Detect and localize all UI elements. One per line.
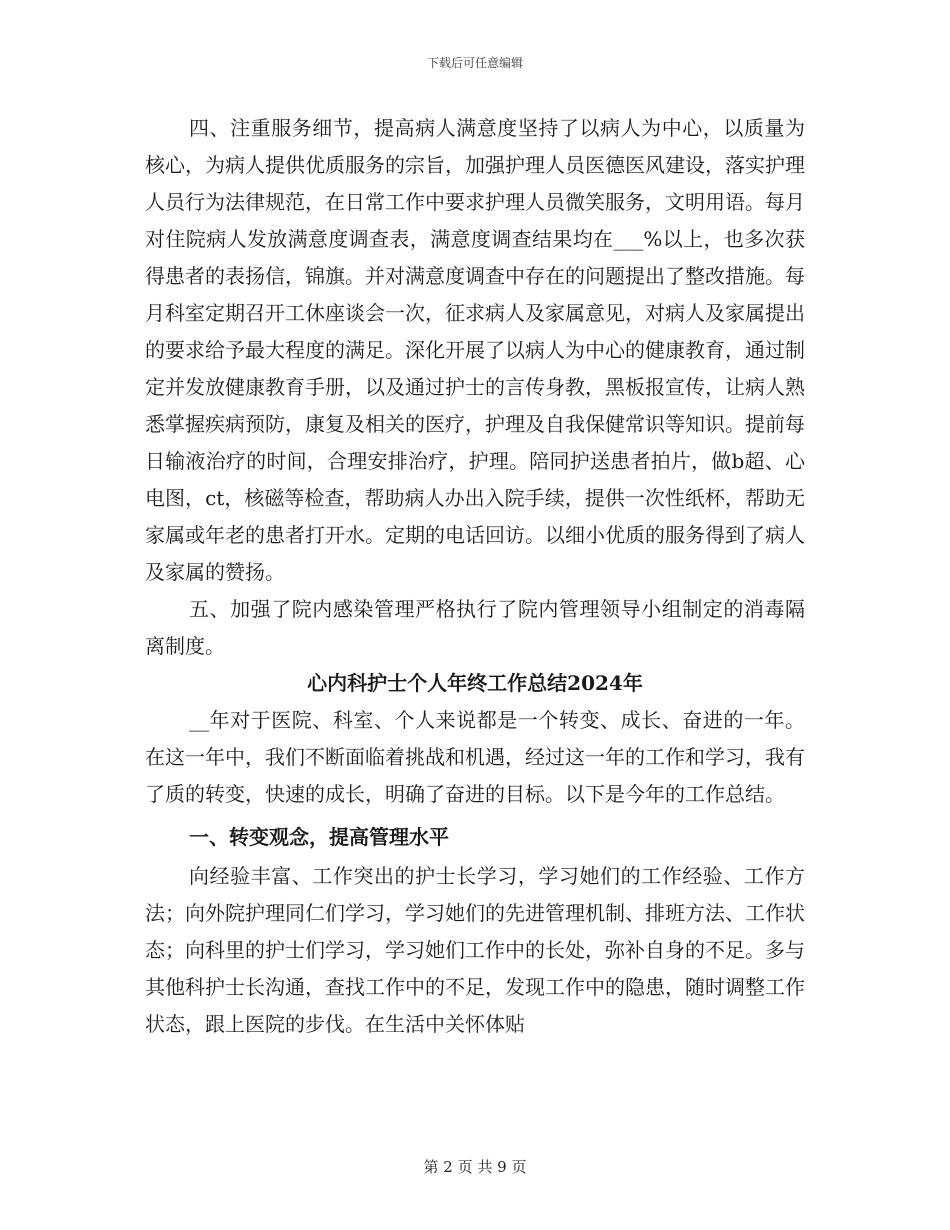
header-note: 下载后可任意编辑 [426, 56, 523, 70]
section-title: 心内科护士个人年终工作总结2024年 [307, 671, 643, 695]
page-footer: 第 2 页 共 9 页 [423, 1158, 527, 1176]
paragraph-year-intro: __年对于医院、科室、个人来说都是一个转变、成长、奋进的一年。在这一年中，我们不断面临着挑战和机遇，经过这一年的工作和学习，我有了质的转变，快速的成长，明确了奋进的目标。以下是今年的工作总结。 [145, 708, 805, 806]
paragraph-service-details: 四、注重服务细节，提高病人满意度坚持了以病人为中心，以质量为核心，为病人提供优质服务的宗旨，加强护理人员医德医风建设，落实护理人员行为法律规范，在日常工作中要求护理人员微笑服务，文明用语。每月对住院病人发放满意度调查表，满意度调查结果均在___%以上，也多次获得患者的表扬信，锦旗。并对满意度调查中存在的问题提出了整改措施。每月科室定期召开工休座谈会一次，征求病人及家属意见，对病人及家属提出的要求给予最大程度的满足。深化开展了以病人为中心的健康教育，通过制定并发放健康教育手册，以及通过护士的言传身教，黑板报宣传，让病人熟悉掌握疾病预防，康复及相关的医疗，护理及自我保健常识等知识。提前每日输液治疗的时间，合理安排治疗，护理。陪同护送患者拍片，做b超、心电图，ct，核磁等检查，帮助病人办出入院手续，提供一次性纸杯，帮助无家属或年老的患者打开水。定期的电话回访。以细小优质的服务得到了病人及家属的赞扬。 [145, 116, 805, 584]
paragraph-infection-control: 五、加强了院内感染管理严格执行了院内管理领导小组制定的消毒隔离制度。 [145, 597, 805, 658]
paragraph-learning: 向经验丰富、工作突出的护士长学习，学习她们的工作经验、工作方法；向外院护理同仁们学习，学习她们的先进管理机制、排班方法、工作状态；向科里的护士们学习，学习她们工作中的长处，弥补自身的不足。多与其他科护士长沟通，查找工作中的不足，发现工作中的隐患，随时调整工作状态，跟上医院的步伐。在生活中关怀体贴 [145, 864, 805, 1036]
document-body [145, 110, 805, 1043]
subheading-management: 一、转变观念，提高管理水平 [189, 825, 449, 849]
